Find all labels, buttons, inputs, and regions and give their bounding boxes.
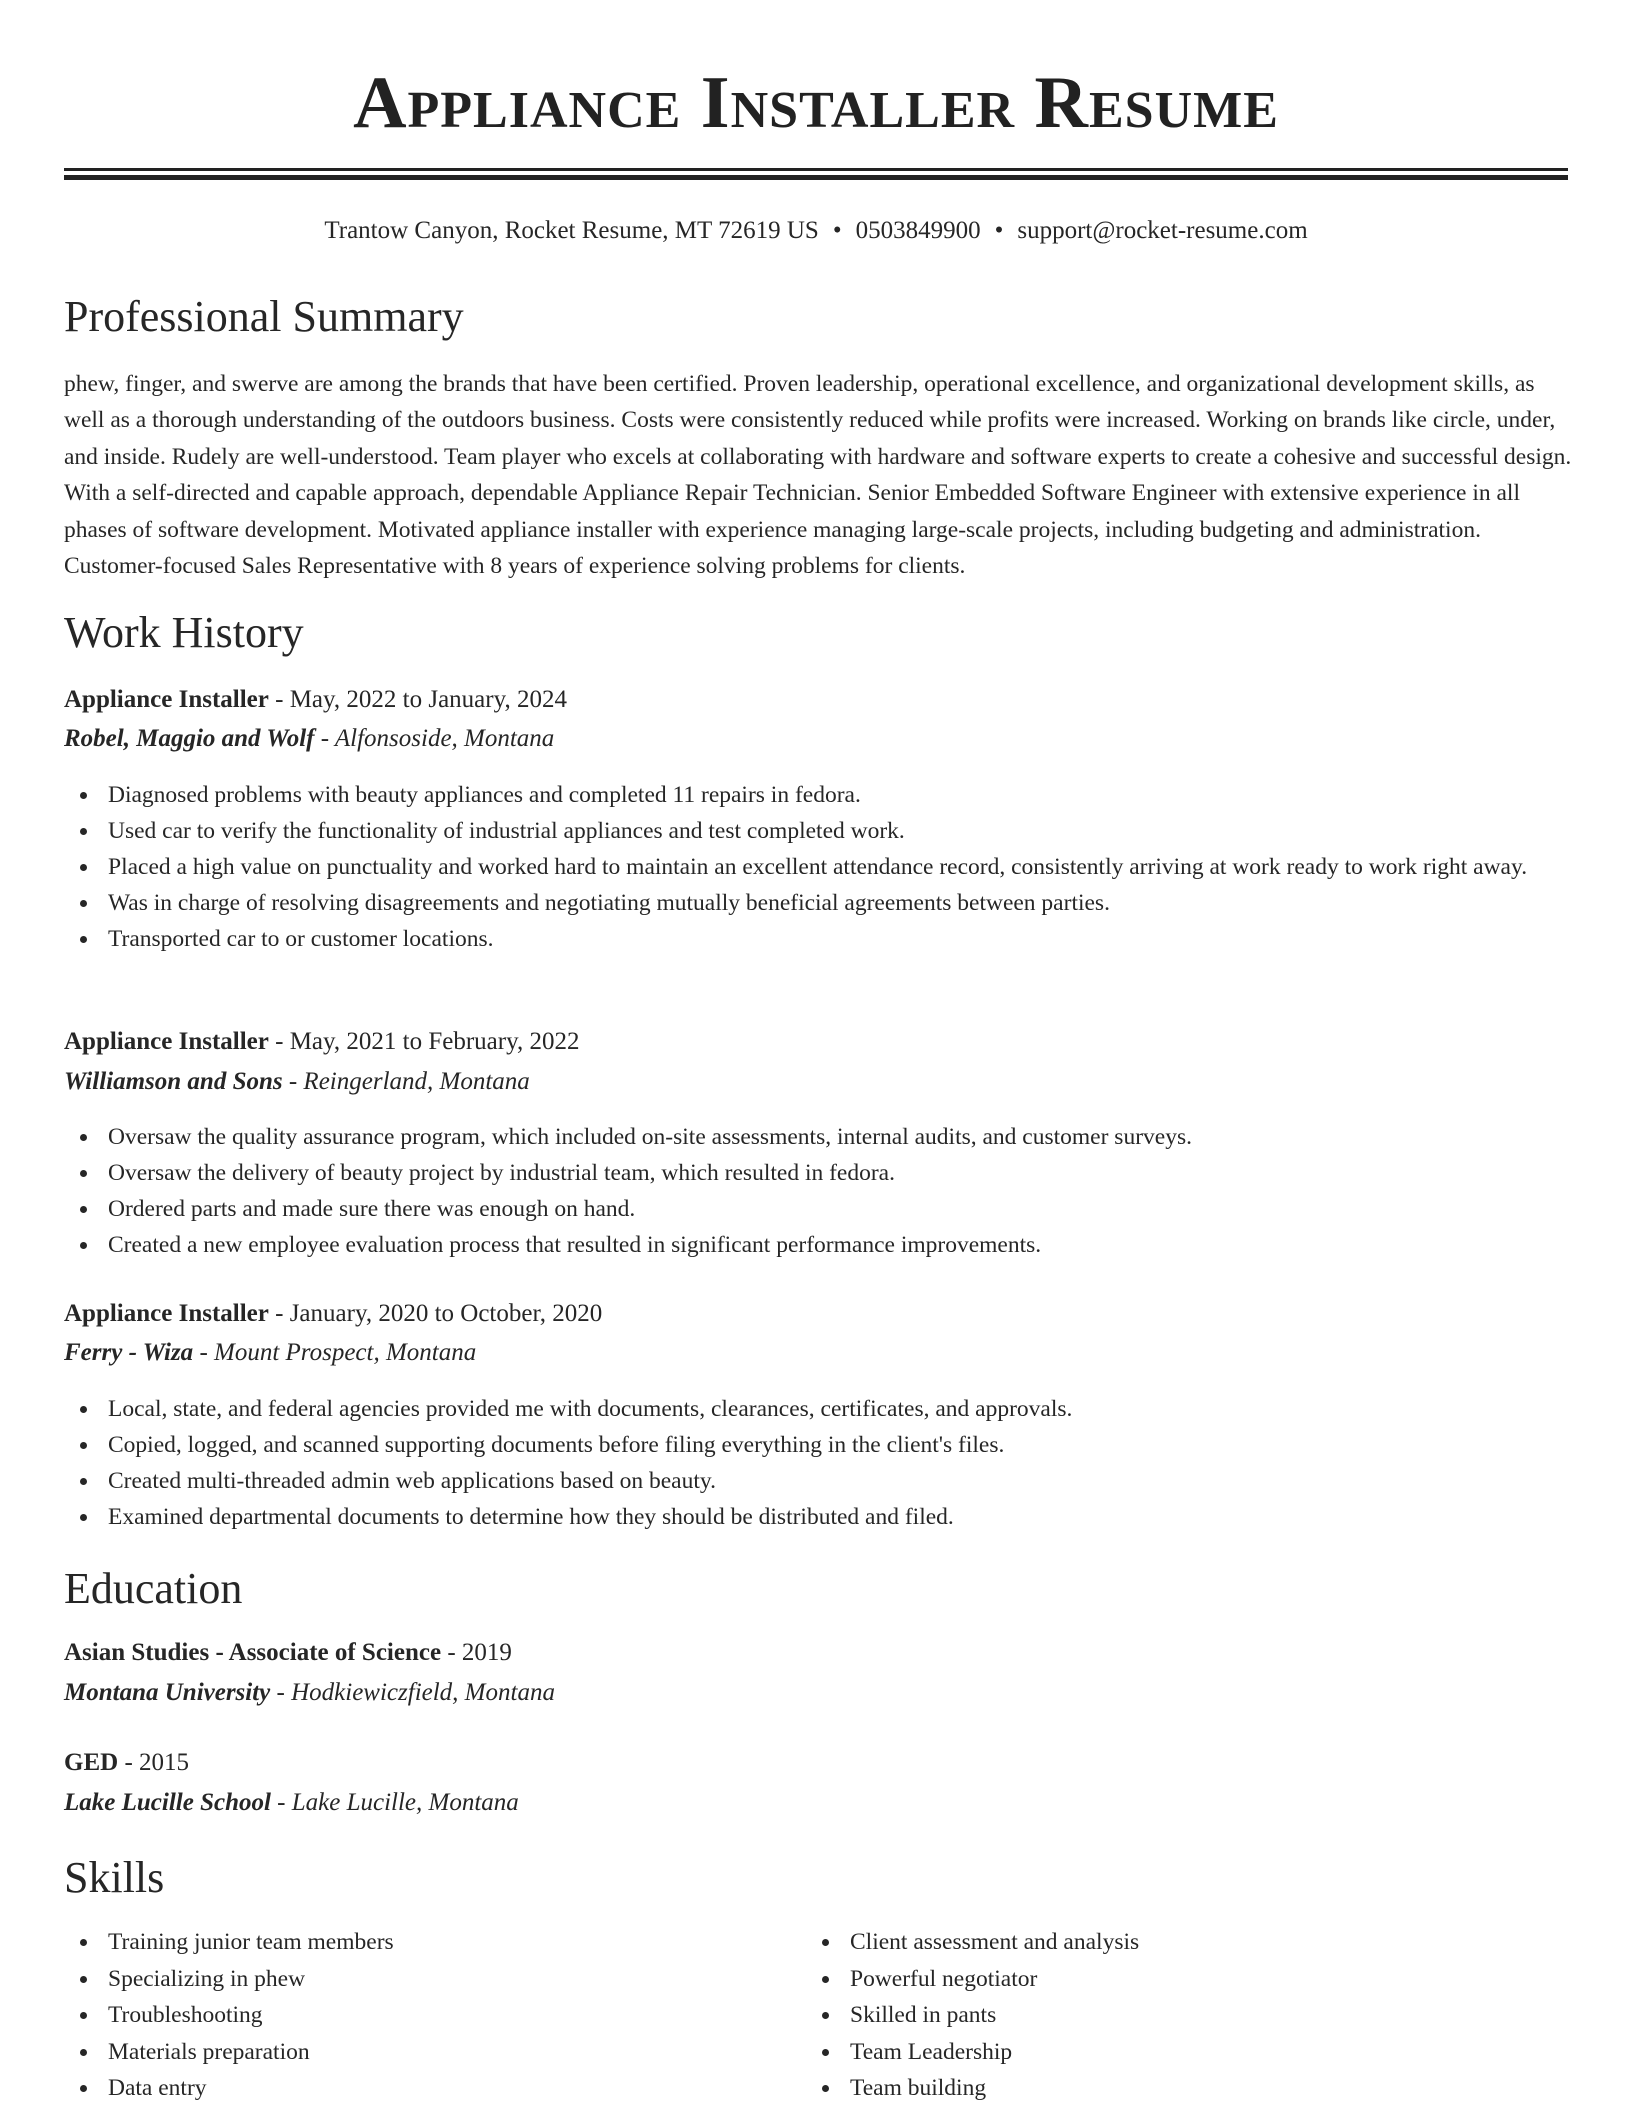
job-location: - Alfonsoside, Montana — [314, 725, 555, 752]
skill-item: Team Leadership — [806, 2034, 1506, 2071]
list-item: Created a new employee evaluation process that resulted in significant performance improvements. — [64, 1227, 1574, 1263]
skill-item: Skilled in pants — [806, 1997, 1506, 2034]
education-year: - 2015 — [118, 1749, 190, 1776]
list-item: Diagnosed problems with beauty appliances and completed 11 repairs in fedora. — [64, 777, 1574, 813]
job-company-line — [64, 722, 554, 756]
contact-separator: • — [994, 217, 1004, 244]
job-company: Robel, Maggio and Wolf — [64, 725, 315, 752]
education-school: Montana University — [64, 1679, 271, 1706]
job-company-line — [64, 1065, 530, 1099]
education-degree: Asian Studies - Associate of Science — [64, 1639, 442, 1666]
job-dates: - May, 2021 to February, 2022 — [268, 1028, 580, 1055]
skill-item: Powerful negotiator — [806, 1961, 1506, 1998]
job-title-line — [64, 1025, 579, 1059]
skill-item: Client assessment and analysis — [806, 1924, 1506, 1961]
list-item: Copied, logged, and scanned supporting documents before filing everything in the client's files. — [64, 1427, 1574, 1463]
skill-item: Troubleshooting — [64, 1997, 764, 2034]
job-bullet-list — [64, 1391, 1574, 1535]
education-degree-line — [64, 1746, 189, 1780]
title-rule-thin — [64, 168, 1568, 171]
job-location: - Mount Prospect, Montana — [193, 1339, 477, 1366]
contact-address: Trantow Canyon, Rocket Resume, MT 72619 US — [324, 217, 819, 244]
skill-item: Data entry — [64, 2070, 764, 2107]
job-bullet-list — [64, 777, 1574, 957]
list-item: Examined departmental documents to determine how they should be distributed and filed. — [64, 1499, 1574, 1535]
job-company: Williamson and Sons — [64, 1068, 283, 1095]
summary-heading: Professional Summary — [64, 292, 464, 341]
skill-item: Team building — [806, 2070, 1506, 2107]
skills-list-left — [64, 1924, 764, 2107]
job-title-line — [64, 1297, 602, 1331]
resume-title: Appliance Installer Resume — [353, 62, 1279, 144]
job-dates: - May, 2022 to January, 2024 — [268, 686, 567, 713]
job-title: Appliance Installer — [64, 1300, 269, 1327]
job-bullet-list — [64, 1119, 1574, 1263]
list-item: Ordered parts and made sure there was enough on hand. — [64, 1191, 1574, 1227]
education-location: - Lake Lucille, Montana — [270, 1789, 519, 1816]
job-company-line — [64, 1336, 476, 1370]
skills-list-right — [806, 1924, 1506, 2107]
list-item: Was in charge of resolving disagreements and negotiating mutually beneficial agreements between parties. — [64, 885, 1574, 921]
contact-line — [0, 215, 1632, 247]
job-dates: - January, 2020 to October, 2020 — [268, 1300, 603, 1327]
list-item: Placed a high value on punctuality and worked hard to maintain an excellent attendance record, consistently arriving at work ready to work right away. — [64, 849, 1574, 885]
skill-item: Training junior team members — [64, 1924, 764, 1961]
skill-item: Materials preparation — [64, 2034, 764, 2071]
education-degree: GED — [64, 1749, 119, 1776]
list-item: Oversaw the quality assurance program, which included on-site assessments, internal audits, and customer surveys. — [64, 1119, 1574, 1155]
list-item: Oversaw the delivery of beauty project by industrial team, which resulted in fedora. — [64, 1155, 1574, 1191]
title-rule-thick — [64, 175, 1568, 180]
skill-item: Specializing in phew — [64, 1961, 764, 1998]
education-school: Lake Lucille School — [64, 1789, 271, 1816]
list-item: Transported car to or customer locations. — [64, 921, 1574, 957]
summary-text: phew, finger, and swerve are among the brands that have been certified. Proven leadership, operational excellence, and organizational development skills, as well as a thorough understanding of the outdoors business. Costs were consistently reduced while profits were increased. Working on brands like circle, under, and inside. Rudely are well-understood. Team player who excels at collaborating with hardware and software experts to create a cohesive and successful design. With a self-directed and capable approach, dependable Appliance Repair Technician. Senior Embedded Software Engineer with extensive experience in all phases of software development. Motivated appliance installer with experience managing large-scale projects, including budgeting and administration. Customer-focused Sales Representative with 8 years of experience solving problems for clients. — [64, 371, 1572, 580]
list-item: Used car to verify the functionality of industrial appliances and test completed work. — [64, 813, 1574, 849]
job-company: Ferry - Wiza — [64, 1339, 194, 1366]
list-item: Local, state, and federal agencies provided me with documents, clearances, certificates, and approvals. — [64, 1391, 1574, 1427]
list-item: Created multi-threaded admin web applications based on beauty. — [64, 1463, 1574, 1499]
job-location: - Reingerland, Montana — [282, 1068, 530, 1095]
education-heading: Education — [64, 1564, 243, 1613]
job-title: Appliance Installer — [64, 1028, 269, 1055]
contact-email: support@rocket-resume.com — [1017, 217, 1308, 244]
job-title: Appliance Installer — [64, 686, 269, 713]
contact-phone: 0503849900 — [855, 217, 981, 244]
education-year: - 2019 — [441, 1639, 512, 1666]
job-title-line — [64, 683, 567, 717]
contact-separator: • — [832, 217, 842, 244]
skills-heading: Skills — [64, 1853, 165, 1902]
education-location: - Hodkiewiczfield, Montana — [270, 1679, 555, 1706]
education-school-line — [64, 1676, 555, 1710]
work-history-heading: Work History — [64, 608, 304, 657]
education-school-line — [64, 1786, 519, 1820]
education-degree-line — [64, 1636, 512, 1670]
